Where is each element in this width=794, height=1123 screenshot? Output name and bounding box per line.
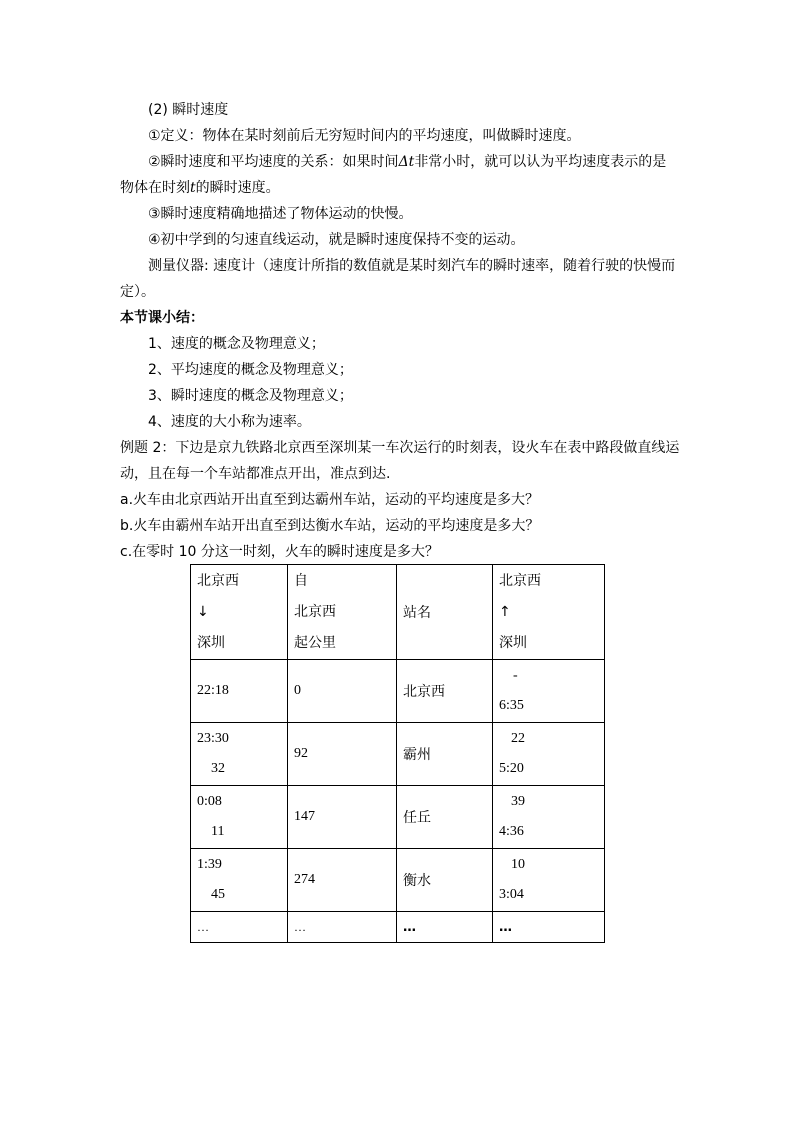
distance-km: 274 [288, 849, 397, 912]
point-relation-text-a: ②瞬时速度和平均速度的关系：如果时间 [148, 154, 399, 170]
table-header-row [191, 565, 605, 660]
ellipsis-cell: … [493, 912, 605, 943]
point-relation-text-c: 物体在时刻 [120, 180, 190, 196]
station-name: 衡水 [397, 849, 493, 912]
example-intro-line2: 动，且在每一个车站都准点开出，准点到达. [120, 466, 391, 482]
train-timetable [190, 564, 605, 943]
header-distance: 自 北京西 起公里 [288, 565, 397, 660]
distance-km: 0 [288, 660, 397, 723]
distance-km: 92 [288, 723, 397, 786]
down-time: 22:18 [191, 660, 288, 723]
point-definition: ①定义：物体在某时刻前后无穷短时间内的平均速度，叫做瞬时速度。 [148, 128, 581, 144]
summary-item: 1、速度的概念及物理意义； [148, 336, 325, 352]
question-c: c.在零时 10 分这一时刻，火车的瞬时速度是多大？ [120, 544, 439, 560]
point-relation-text-d: 的瞬时速度。 [195, 180, 280, 196]
ellipsis-cell: … [191, 912, 288, 943]
station-name: 霸州 [397, 723, 493, 786]
summary-item: 3、瞬时速度的概念及物理意义； [148, 388, 353, 404]
ellipsis-cell: … [288, 912, 397, 943]
header-up-direction: 北京西 ↑ 深圳 [493, 565, 605, 660]
summary-title: 本节课小结： [120, 310, 204, 326]
point-uniform-motion: ④初中学到的匀速直线运动，就是瞬时速度保持不变的运动。 [148, 232, 525, 248]
summary-item: 4、速度的大小称为速率。 [148, 414, 311, 430]
header-station: 站名 [397, 565, 493, 660]
t-symbol: t [190, 180, 196, 196]
summary-item: 2、平均速度的概念及物理意义； [148, 362, 353, 378]
table-row [191, 723, 605, 786]
station-name: 任丘 [397, 786, 493, 849]
table-row [191, 786, 605, 849]
down-time: 1:39 45 [191, 849, 288, 912]
table-row [191, 849, 605, 912]
section-title: (2) 瞬时速度 [148, 102, 229, 118]
distance-km: 147 [288, 786, 397, 849]
measuring-instrument-line2: 定）。 [120, 284, 155, 300]
up-time: 10 3:04 [493, 849, 605, 912]
question-a: a.火车由北京西站开出直至到达霸州车站，运动的平均速度是多大？ [120, 492, 540, 508]
up-time: 22 5:20 [493, 723, 605, 786]
measuring-instrument-line1: 测量仪器: 速度计（速度计所指的数值就是某时刻汽车的瞬时速率，随着行驶的快慢而 [148, 258, 676, 274]
point-relation-line2 [120, 179, 280, 197]
up-time: 39 4:36 [493, 786, 605, 849]
table-row-ellipsis [191, 912, 605, 943]
down-time: 23:30 32 [191, 723, 288, 786]
ellipsis-cell: … [397, 912, 493, 943]
table-row [191, 660, 605, 723]
question-b: b.火车由霸州车站开出直至到达衡水车站，运动的平均速度是多大？ [120, 518, 540, 534]
down-time: 0:08 11 [191, 786, 288, 849]
up-arrow-icon: ↑ [499, 603, 511, 620]
point-relation-text-b: 非常小时，就可以认为平均速度表示的是 [414, 154, 667, 170]
up-time: - 6:35 [493, 660, 605, 723]
example-intro-line1: 例题 2：下边是京九铁路北京西至深圳某一车次运行的时刻表，设火车在表中路段做直线运 [120, 440, 680, 456]
header-down-direction: 北京西 ↓ 深圳 [191, 565, 288, 660]
down-arrow-icon: ↓ [197, 603, 209, 620]
delta-t-symbol: Δt [398, 154, 415, 170]
station-name: 北京西 [397, 660, 493, 723]
point-relation-line1 [148, 153, 666, 171]
point-precision: ③瞬时速度精确地描述了物体运动的快慢。 [148, 206, 413, 222]
